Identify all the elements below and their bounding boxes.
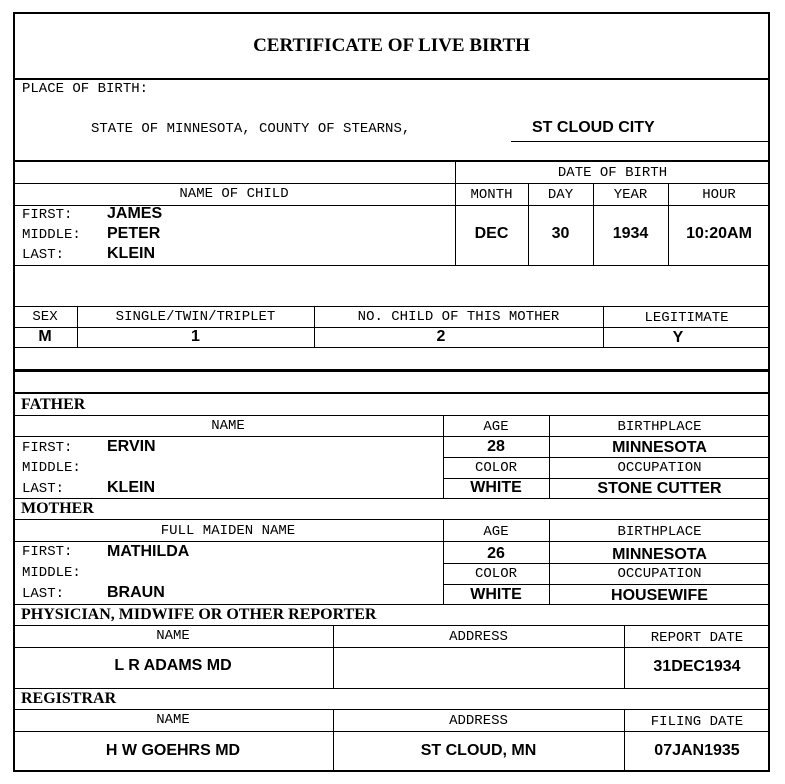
father-color: WHITE <box>470 479 522 496</box>
city-underline <box>511 141 770 142</box>
rule <box>13 306 770 307</box>
mother-color: WHITE <box>470 586 522 603</box>
report-date-header: REPORT DATE <box>650 630 744 646</box>
registrar-name-header: NAME <box>156 712 190 728</box>
rule <box>13 647 770 648</box>
day-header: DAY <box>547 187 574 203</box>
mother-section-title: MOTHER <box>21 500 94 517</box>
father-occupation: STONE CUTTER <box>597 480 722 497</box>
mother-age: 26 <box>487 545 505 562</box>
hour-header: HOUR <box>702 187 736 203</box>
physician-section-title: PHYSICIAN, MIDWIFE OR OTHER REPORTER <box>21 606 377 623</box>
child-first-name: JAMES <box>107 205 163 222</box>
rule <box>443 457 770 458</box>
father-age: 28 <box>487 438 505 455</box>
mother-name-header: FULL MAIDEN NAME <box>160 523 296 539</box>
rule <box>13 265 770 266</box>
rule <box>13 731 770 732</box>
mother-first-label: FIRST: <box>22 544 73 560</box>
rule <box>13 347 770 348</box>
legitimate-header: LEGITIMATE <box>644 310 729 326</box>
rule <box>13 519 770 520</box>
filing-date-header: FILING DATE <box>650 714 744 730</box>
state-county-text: STATE OF MINNESOTA, COUNTY OF STEARNS, <box>91 121 411 137</box>
mother-age-header: AGE <box>483 524 509 540</box>
birth-year: 1934 <box>612 225 649 242</box>
plurality-value: 1 <box>191 328 200 345</box>
rule <box>13 415 770 416</box>
birth-day: 30 <box>551 225 570 242</box>
rule <box>13 436 770 437</box>
rule <box>13 78 770 80</box>
father-first-name: ERVIN <box>107 438 156 455</box>
rule <box>13 183 455 184</box>
child-first-label: FIRST: <box>22 207 73 223</box>
father-last-label: LAST: <box>22 481 65 497</box>
father-birthplace-header: BIRTHPLACE <box>617 419 702 435</box>
rule <box>13 498 770 499</box>
physician-name: L R ADAMS MD <box>114 657 232 674</box>
sex-value: M <box>38 328 52 345</box>
physician-address-header: ADDRESS <box>449 629 508 645</box>
child-last-name: KLEIN <box>107 245 155 262</box>
filing-date: 07JAN1935 <box>654 742 740 759</box>
rule <box>13 709 770 710</box>
year-header: YEAR <box>613 187 648 203</box>
registrar-name: H W GOEHRS MD <box>105 742 241 759</box>
father-middle-label: MIDDLE: <box>22 460 81 476</box>
child-middle-name: PETER <box>107 225 161 242</box>
registrar-address-header: ADDRESS <box>449 713 508 729</box>
mother-occupation-header: OCCUPATION <box>617 566 702 582</box>
registrar-section-title: REGISTRAR <box>21 690 117 707</box>
mother-first-name: MATHILDA <box>107 543 190 560</box>
child-number-value: 2 <box>436 328 446 345</box>
certificate-title: CERTIFICATE OF LIVE BIRTH <box>253 35 530 56</box>
rule <box>13 625 770 626</box>
father-birthplace: MINNESOTA <box>612 439 707 456</box>
rule <box>13 160 770 162</box>
mother-color-header: COLOR <box>474 566 517 582</box>
mother-last-label: LAST: <box>22 586 65 602</box>
rule <box>13 541 770 542</box>
registrar-address: ST CLOUD, MN <box>420 742 537 759</box>
rule <box>455 183 770 184</box>
mother-middle-label: MIDDLE: <box>22 565 81 581</box>
mother-last-name: BRAUN <box>107 584 165 601</box>
plurality-header: SINGLE/TWIN/TRIPLET <box>115 309 276 325</box>
father-name-header: NAME <box>211 418 245 434</box>
report-date: 31DEC1934 <box>653 658 741 675</box>
father-age-header: AGE <box>483 419 509 435</box>
mother-birthplace-header: BIRTHPLACE <box>617 524 702 540</box>
father-section-title: FATHER <box>21 396 86 413</box>
legitimate-value: Y <box>672 329 684 346</box>
child-number-header: NO. CHILD OF THIS MOTHER <box>357 309 560 325</box>
rule <box>443 584 770 585</box>
birth-month: DEC <box>474 225 509 242</box>
father-color-header: COLOR <box>474 460 517 476</box>
mother-birthplace: MINNESOTA <box>612 546 707 563</box>
rule <box>13 369 770 372</box>
birth-city: ST CLOUD CITY <box>532 119 655 136</box>
date-of-birth-header: DATE OF BIRTH <box>557 165 668 181</box>
father-last-name: KLEIN <box>107 479 155 496</box>
birth-hour: 10:20AM <box>686 225 752 242</box>
rule <box>13 688 770 689</box>
mother-occupation: HOUSEWIFE <box>611 587 708 604</box>
month-header: MONTH <box>470 187 513 203</box>
rule <box>13 392 770 394</box>
place-of-birth-label: PLACE OF BIRTH: <box>22 81 149 97</box>
father-occupation-header: OCCUPATION <box>617 460 702 476</box>
father-first-label: FIRST: <box>22 440 73 456</box>
sex-header: SEX <box>32 309 58 325</box>
child-name-header: NAME OF CHILD <box>179 186 289 202</box>
child-middle-label: MIDDLE: <box>22 227 81 243</box>
child-last-label: LAST: <box>22 247 65 263</box>
physician-name-header: NAME <box>156 628 190 644</box>
